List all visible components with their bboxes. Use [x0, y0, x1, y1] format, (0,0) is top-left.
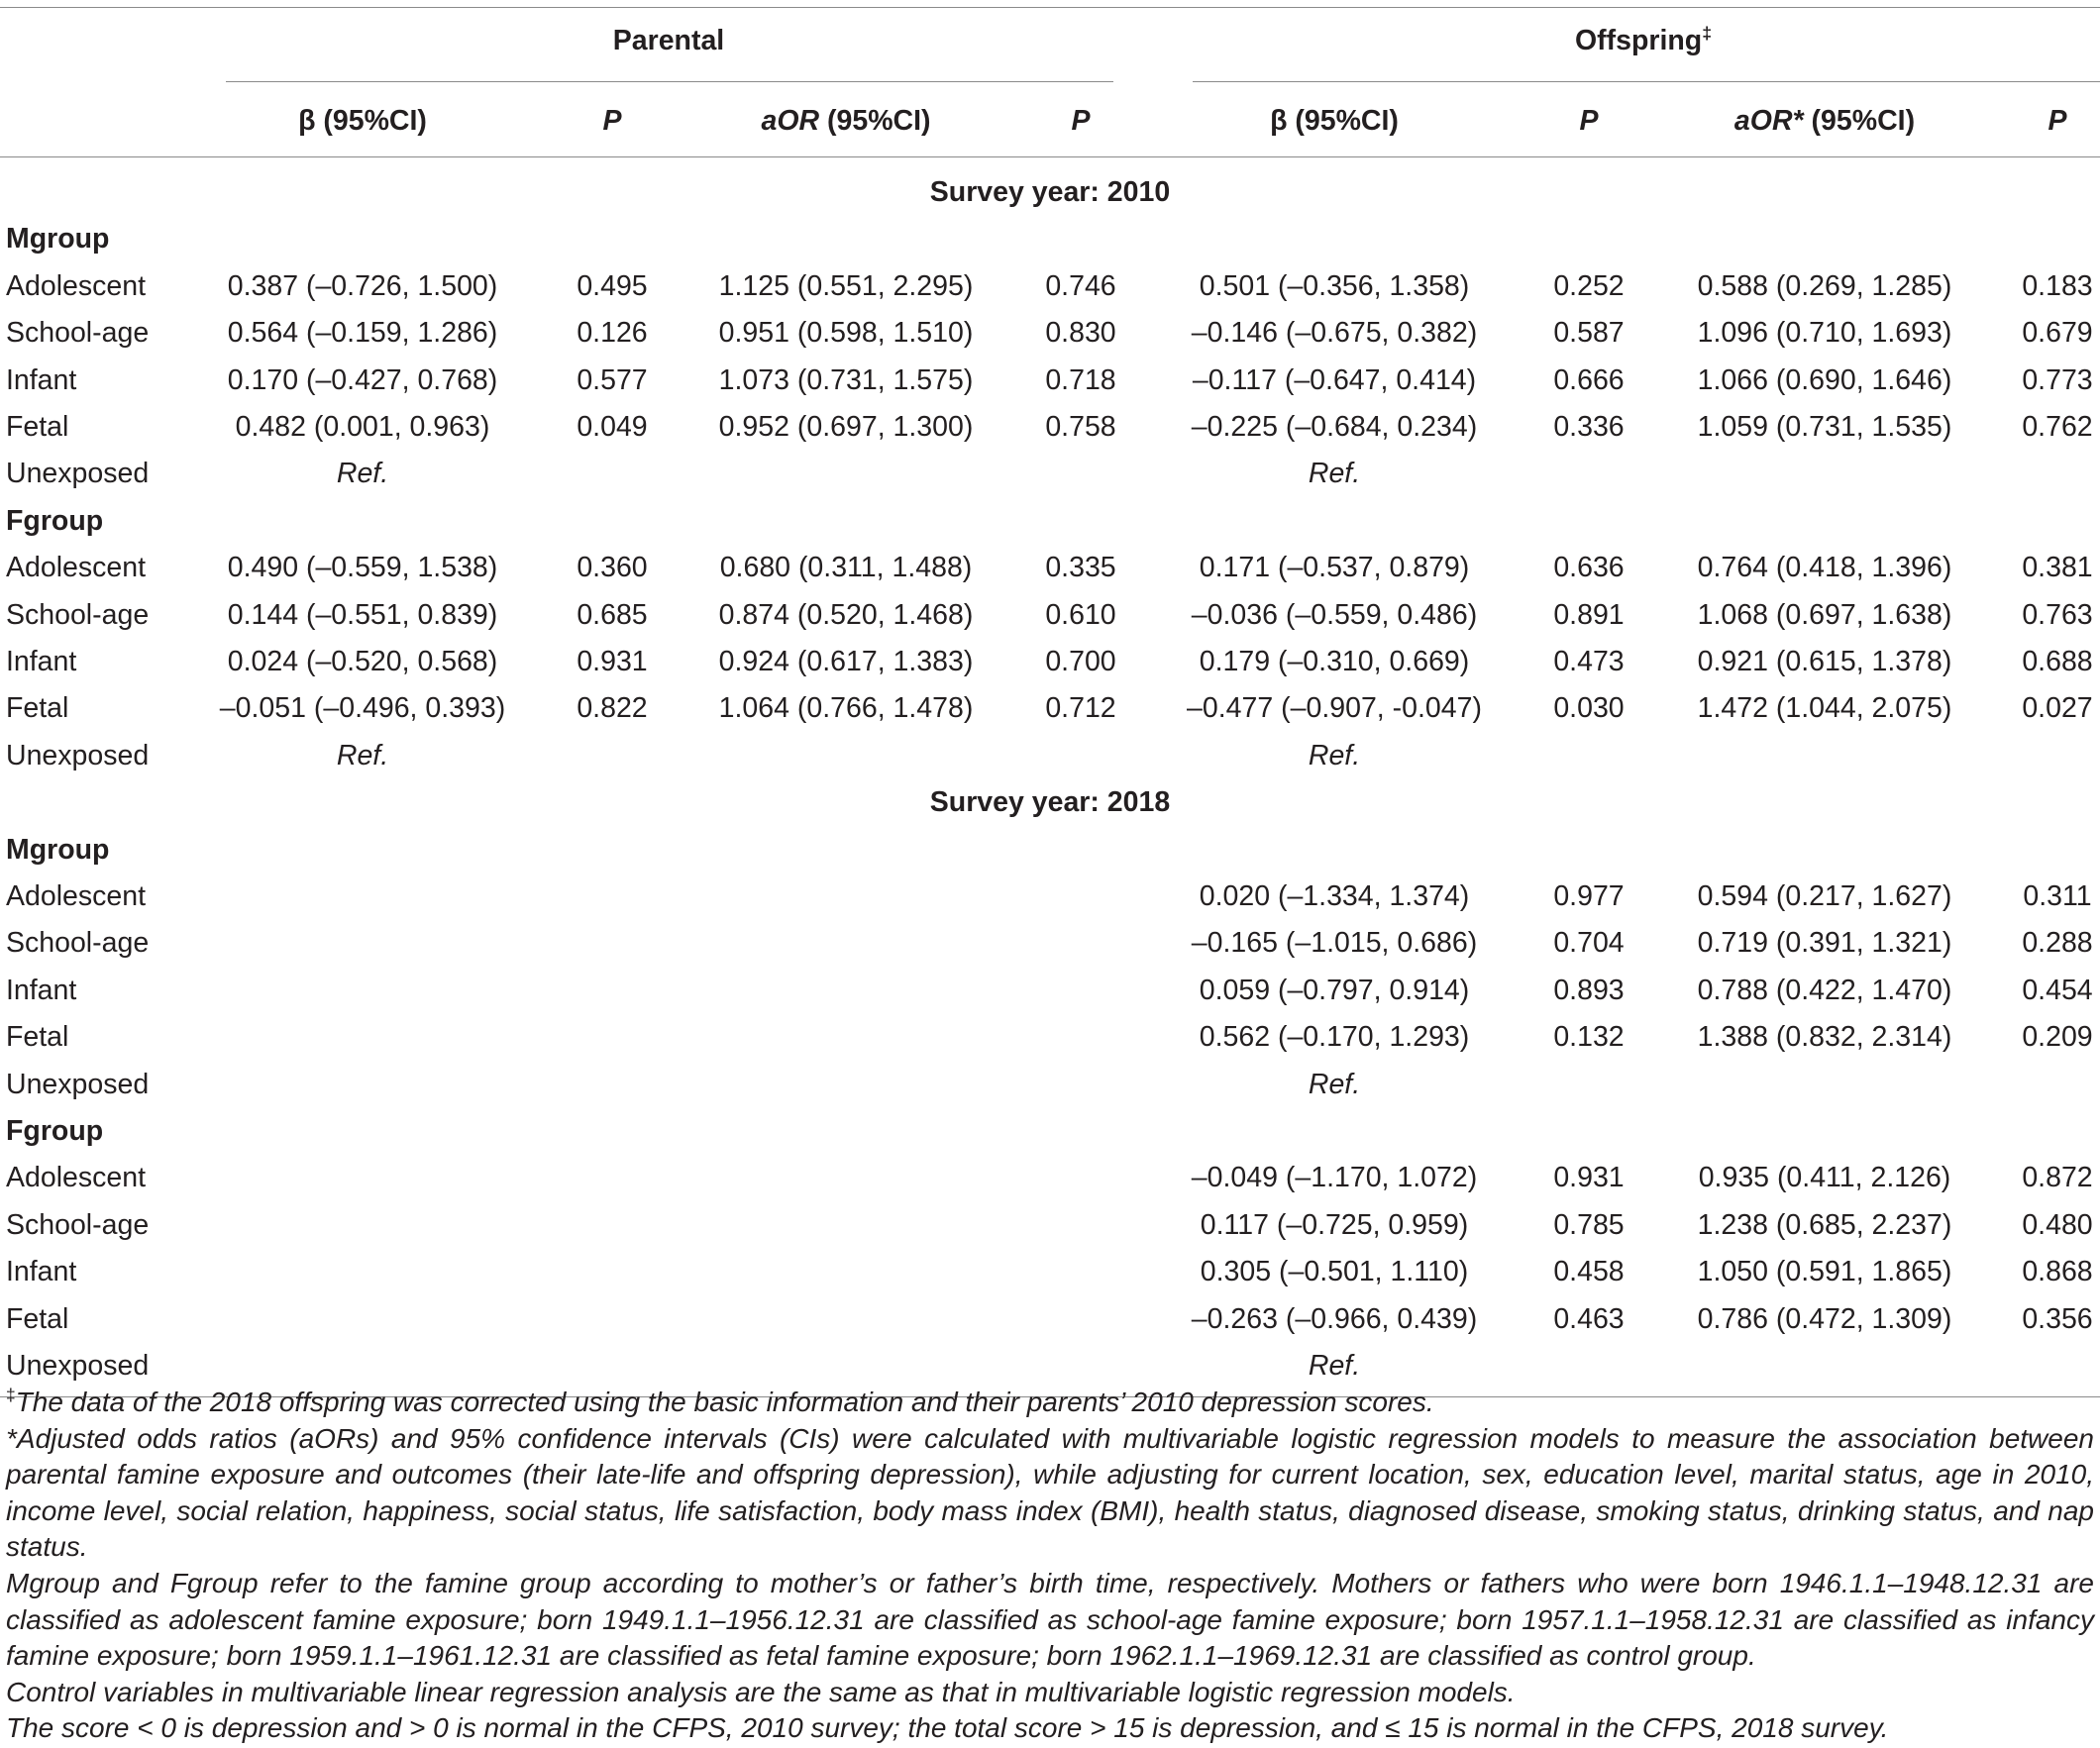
cell-offspring-beta: 0.501 (–0.356, 1.358): [1199, 269, 1470, 302]
cell-offspring-p1: 0.666: [1553, 363, 1625, 396]
col-offspring-aor: [1734, 103, 1915, 139]
cell-parental-aor: 0.924 (0.617, 1.383): [718, 646, 974, 677]
row-label: Fetal: [6, 1302, 69, 1335]
cell-offspring-beta: 0.171 (–0.537, 0.879): [1199, 552, 1470, 584]
offspring-footnote-mark: ‡: [1702, 23, 1713, 44]
row-label: Unexposed: [6, 739, 150, 771]
cell-offspring-aor: 1.066 (0.690, 1.646): [1697, 363, 1952, 396]
cell-offspring-p1: 0.132: [1553, 1021, 1625, 1054]
cell-offspring-p2: 0.480: [2022, 1208, 2093, 1241]
cell-offspring-p2: 0.679: [2022, 317, 2093, 350]
row-label: Infant: [6, 363, 77, 396]
row-label: School-age: [6, 598, 150, 631]
cell-parental-p1: 0.931: [577, 646, 648, 677]
row-label: Unexposed: [6, 458, 150, 490]
table-footnotes: [6, 1385, 2094, 1747]
offspring-group-rule: [1193, 81, 2100, 82]
cell-offspring-p2: 0.183: [2022, 269, 2093, 302]
footnote-offspring-correction: [6, 1385, 2094, 1421]
cell-parental-p2: 0.700: [1045, 646, 1116, 677]
parental-group-rule: [226, 81, 1113, 82]
cell-offspring-beta: 0.179 (–0.310, 0.669): [1199, 646, 1470, 677]
footnote-group-definition: Mgroup and Fgroup refer to the famine group according to mother’s or father’s birth time, respectively. Mothers or fathers who were born 1946.1.1–1948.12.31 are classified as adolescent famine exposure; born 1949.1.1–1956.12.31 are classified as school-age famine exposure; born 1957.1.1–1958.12.31 are classified as infancy famine exposure; born 1959.1.1–1961.12.31 are classified as fetal famine exposure; born 1962.1.1–1969.12.31 are classified as control group.: [6, 1567, 2094, 1672]
cell-parental-p2: 0.758: [1045, 411, 1116, 443]
cell-offspring-aor: 0.588 (0.269, 1.285): [1697, 269, 1952, 302]
cell-offspring-beta: –0.146 (–0.675, 0.382): [1191, 317, 1478, 350]
cell-parental-p2: 0.718: [1045, 363, 1116, 396]
group-heading: Mgroup: [6, 223, 110, 256]
row-label: Infant: [6, 974, 77, 1006]
cell-parental-p2: 0.335: [1045, 552, 1116, 584]
cell-offspring-p2: 0.356: [2022, 1302, 2093, 1335]
row-label: School-age: [6, 1208, 150, 1241]
cell-offspring-p2: 0.027: [2022, 692, 2093, 725]
row-label: Fetal: [6, 692, 69, 725]
cell-offspring-aor: 0.764 (0.418, 1.396): [1697, 552, 1952, 584]
cell-offspring-aor: 1.059 (0.731, 1.535): [1697, 411, 1952, 443]
cell-offspring-p1: 0.030: [1553, 692, 1625, 725]
cell-parental-aor: 1.125 (0.551, 2.295): [718, 269, 974, 302]
cell-offspring-aor: 0.786 (0.472, 1.309): [1697, 1302, 1952, 1335]
cell-parental-p2: 0.610: [1045, 598, 1116, 631]
cell-offspring-p1: 0.336: [1553, 411, 1625, 443]
cell-offspring-p2: 0.773: [2022, 363, 2093, 396]
col-parental-aor: [761, 103, 930, 139]
row-label: Adolescent: [6, 880, 147, 912]
cell-parental-p1: 0.126: [577, 317, 648, 350]
col-parental-p2: P: [1071, 105, 1091, 137]
cell-offspring-p1: 0.891: [1553, 598, 1625, 631]
cell-parental-beta: 0.170 (–0.427, 0.768): [227, 363, 498, 396]
cell-parental-aor: 0.680 (0.311, 1.488): [719, 552, 973, 584]
cell-offspring-p2: 0.762: [2022, 411, 2093, 443]
cell-offspring-p2: 0.454: [2022, 974, 2093, 1006]
cell-parental-aor: 1.064 (0.766, 1.478): [718, 692, 974, 725]
col-parental-aor-label: aOR: [761, 105, 820, 137]
cell-offspring-aor: 1.068 (0.697, 1.638): [1697, 598, 1952, 631]
footnote-control-variables: Control variables in multivariable linear regression analysis are the same as that in multivariable logistic regression models.: [6, 1676, 1516, 1707]
row-label: Fetal: [6, 411, 69, 443]
group-heading: Fgroup: [6, 1115, 104, 1147]
col-parental-beta: β (95%CI): [298, 105, 427, 137]
group-heading: Mgroup: [6, 833, 110, 866]
cell-offspring-p1: 0.977: [1553, 880, 1625, 912]
cell-parental-p2: 0.830: [1045, 317, 1116, 350]
cell-offspring-p1: 0.636: [1553, 552, 1625, 584]
group-heading: Fgroup: [6, 504, 104, 537]
cell-offspring-aor: 1.472 (1.044, 2.075): [1697, 692, 1952, 725]
cell-offspring-aor: 1.388 (0.832, 2.314): [1697, 1021, 1952, 1054]
cell-offspring-p1: 0.458: [1553, 1256, 1625, 1288]
cell-offspring-beta: Ref.: [1308, 1350, 1361, 1382]
row-label: School-age: [6, 927, 150, 960]
row-label: Fetal: [6, 1021, 69, 1054]
cell-parental-beta: 0.024 (–0.520, 0.568): [227, 646, 498, 677]
col-offspring-p1: P: [1579, 105, 1599, 137]
cell-parental-aor: 0.874 (0.520, 1.468): [718, 598, 974, 631]
cell-offspring-aor: 0.594 (0.217, 1.627): [1697, 880, 1952, 912]
footnote-1-text: The data of the 2018 offspring was corrected using the basic information and their parents’ 2010 depression scores.: [15, 1387, 1434, 1417]
cell-offspring-aor: 0.719 (0.391, 1.321): [1697, 927, 1952, 960]
cell-parental-beta: 0.387 (–0.726, 1.500): [227, 269, 498, 302]
cell-parental-p1: 0.685: [577, 598, 648, 631]
cell-parental-p1: 0.049: [577, 411, 648, 443]
footnote-score-definition: The score < 0 is depression and > 0 is normal in the CFPS, 2010 survey; the total score > 15 is depression, and ≤ 15 is normal in the CFPS, 2018 survey.: [6, 1712, 1889, 1744]
cell-parental-p2: 0.746: [1045, 269, 1116, 302]
cell-offspring-beta: –0.036 (–0.559, 0.486): [1191, 598, 1478, 631]
cell-offspring-p1: 0.587: [1553, 317, 1625, 350]
col-parental-aor-suffix: (95%CI): [819, 105, 931, 137]
cell-offspring-p1: 0.473: [1553, 646, 1625, 677]
cell-offspring-beta: –0.225 (–0.684, 0.234): [1191, 411, 1478, 443]
row-label: Infant: [6, 1256, 77, 1288]
cell-offspring-p1: 0.893: [1553, 974, 1625, 1006]
footnote-mark: ‡: [6, 1385, 16, 1405]
cell-offspring-p2: 0.688: [2022, 646, 2093, 677]
row-label: Infant: [6, 646, 77, 677]
survey-year-heading: Survey year: 2010: [929, 176, 1171, 208]
cell-offspring-p2: 0.288: [2022, 927, 2093, 960]
cell-offspring-p1: 0.704: [1553, 927, 1625, 960]
row-label: Adolescent: [6, 269, 147, 302]
cell-offspring-p2: 0.311: [2023, 880, 2092, 912]
cell-offspring-beta: –0.477 (–0.907, -0.047): [1187, 692, 1482, 725]
cell-offspring-p2: 0.872: [2022, 1162, 2093, 1194]
col-parental-p1: P: [602, 105, 622, 137]
cell-offspring-beta: 0.117 (–0.725, 0.959): [1200, 1208, 1469, 1241]
survey-year-heading: Survey year: 2018: [929, 786, 1171, 819]
cell-offspring-beta: 0.562 (–0.170, 1.293): [1199, 1021, 1470, 1054]
cell-parental-aor: 0.952 (0.697, 1.300): [718, 411, 974, 443]
offspring-group-header: [1575, 23, 1712, 58]
cell-offspring-beta: 0.059 (–0.797, 0.914): [1199, 974, 1470, 1006]
col-offspring-beta: β (95%CI): [1270, 105, 1399, 137]
cell-offspring-p1: 0.785: [1553, 1208, 1625, 1241]
cell-parental-beta: 0.490 (–0.559, 1.538): [227, 552, 498, 584]
cell-offspring-beta: Ref.: [1308, 1068, 1361, 1100]
col-offspring-p2: P: [2048, 105, 2067, 137]
cell-parental-p2: 0.712: [1045, 692, 1116, 725]
cell-offspring-p2: 0.763: [2022, 598, 2093, 631]
cell-offspring-aor: 0.935 (0.411, 2.126): [1698, 1162, 1951, 1194]
cell-parental-beta: 0.144 (–0.551, 0.839): [227, 598, 498, 631]
row-label: Unexposed: [6, 1350, 150, 1382]
cell-parental-beta: –0.051 (–0.496, 0.393): [219, 692, 506, 725]
top-rule: [0, 7, 2100, 8]
cell-offspring-p1: 0.252: [1553, 269, 1625, 302]
cell-parental-aor: 0.951 (0.598, 1.510): [718, 317, 974, 350]
cell-offspring-beta: –0.049 (–1.170, 1.072): [1191, 1162, 1478, 1194]
cell-parental-p1: 0.495: [577, 269, 648, 302]
cell-offspring-aor: 0.921 (0.615, 1.378): [1697, 646, 1952, 677]
cell-parental-p1: 0.360: [577, 552, 648, 584]
parental-group-header: Parental: [612, 25, 725, 56]
cell-parental-aor: 1.073 (0.731, 1.575): [718, 363, 974, 396]
cell-offspring-aor: 1.096 (0.710, 1.693): [1697, 317, 1952, 350]
cell-offspring-beta: 0.020 (–1.334, 1.374): [1199, 880, 1470, 912]
cell-offspring-aor: 1.238 (0.685, 2.237): [1697, 1208, 1952, 1241]
cell-offspring-p1: 0.931: [1553, 1162, 1625, 1194]
cell-parental-p1: 0.822: [577, 692, 648, 725]
row-label: Adolescent: [6, 552, 147, 584]
cell-offspring-p2: 0.868: [2022, 1256, 2093, 1288]
offspring-group-label: Offspring: [1574, 25, 1703, 56]
row-label: School-age: [6, 317, 150, 350]
cell-offspring-aor: 1.050 (0.591, 1.865): [1697, 1256, 1952, 1288]
col-offspring-aor-label: aOR*: [1733, 105, 1804, 137]
row-label: Adolescent: [6, 1162, 147, 1194]
cell-offspring-beta: Ref.: [1308, 458, 1361, 490]
cell-parental-p1: 0.577: [577, 363, 648, 396]
cell-offspring-p2: 0.381: [2022, 552, 2093, 584]
cell-parental-beta: Ref.: [336, 458, 389, 490]
cell-offspring-beta: Ref.: [1308, 739, 1361, 771]
row-label: Unexposed: [6, 1068, 150, 1100]
cell-offspring-p2: 0.209: [2022, 1021, 2093, 1054]
col-offspring-aor-suffix: (95%CI): [1803, 105, 1916, 137]
cell-parental-beta: 0.482 (0.001, 0.963): [235, 411, 490, 443]
cell-offspring-p1: 0.463: [1553, 1302, 1625, 1335]
cell-offspring-beta: –0.263 (–0.966, 0.439): [1191, 1302, 1478, 1335]
cell-offspring-beta: –0.117 (–0.647, 0.414): [1192, 363, 1477, 396]
footnote-aor-definition: *Adjusted odds ratios (aORs) and 95% confidence intervals (CIs) were calculated with multivariable logistic regression models to measure the association between parental famine exposure and outcomes (their late-life and offspring depression), while adjusting for current location, sex, education level, marital status, age in 2010, income level, social relation, happiness, social status, life satisfaction, body mass index (BMI), health status, diagnosed disease, smoking status, drinking status, and nap status.: [6, 1422, 2094, 1563]
cell-offspring-aor: 0.788 (0.422, 1.470): [1697, 974, 1952, 1006]
header-bottom-rule: [0, 156, 2100, 157]
cell-parental-beta: Ref.: [336, 739, 389, 771]
cell-offspring-beta: –0.165 (–1.015, 0.686): [1191, 927, 1478, 960]
cell-offspring-beta: 0.305 (–0.501, 1.110): [1200, 1256, 1469, 1288]
cell-parental-beta: 0.564 (–0.159, 1.286): [227, 317, 498, 350]
